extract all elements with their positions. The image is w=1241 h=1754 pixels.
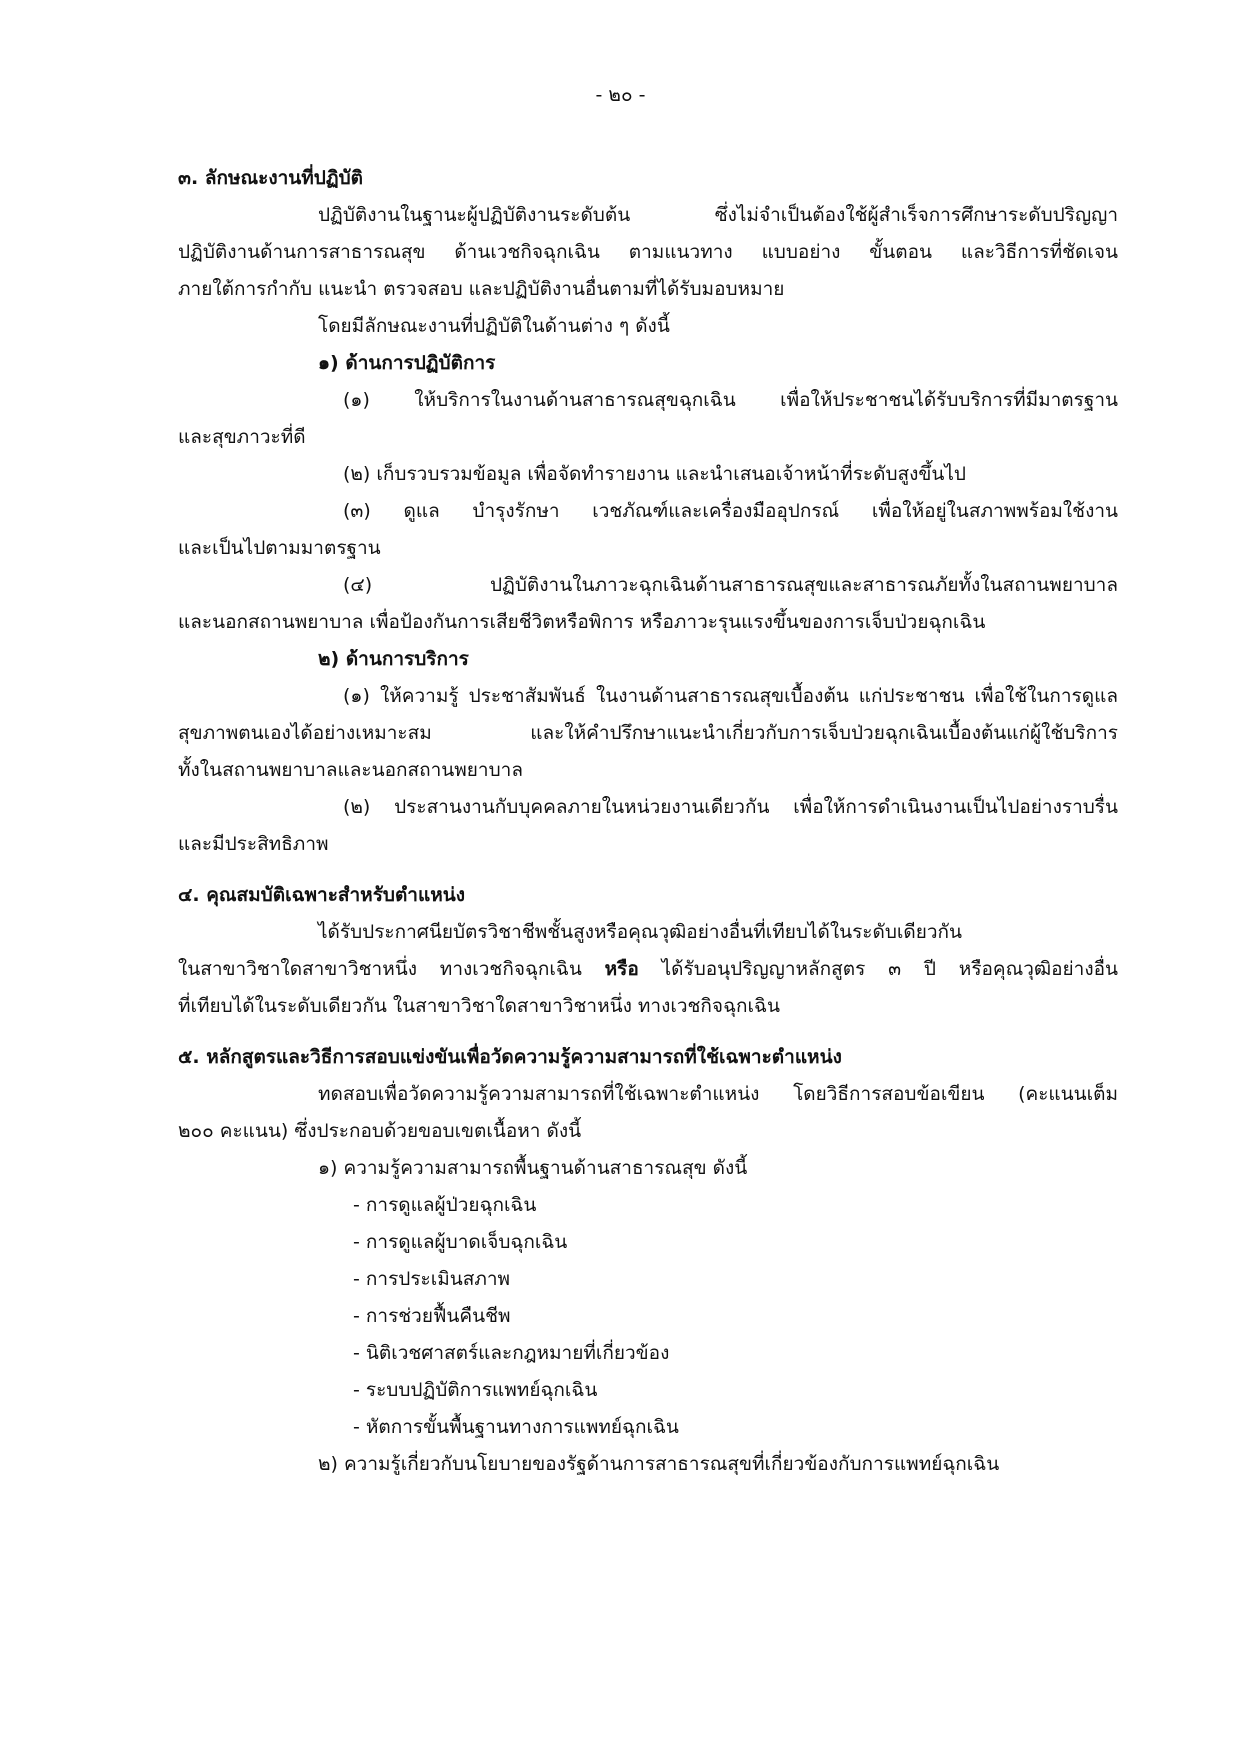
section-3-intro-line-2: ปฏิบัติงานด้านการสาธารณสุข ด้านเวชกิจฉุกเฉิน ตามแนวทาง แบบอย่าง ขั้นตอน และวิธีการที่ชัดเจน xyxy=(178,241,1118,263)
page-number: - ๒๐ - xyxy=(595,84,646,106)
list-item: - การดูแลผู้บาดเจ็บฉุกเฉิน xyxy=(353,1231,568,1253)
section-4-title: ๔. คุณสมบัติเฉพาะสำหรับตำแหน่ง xyxy=(178,884,466,906)
section-5-intro-1: ทดสอบเพื่อวัดความรู้ความสามารถที่ใช้เฉพาะตำแหน่ง โดยวิธีการสอบข้อเขียน (คะแนนเต็ม xyxy=(318,1083,1118,1105)
section-4-line-2 xyxy=(178,951,1118,988)
section-5-intro-2: ๒๐๐ คะแนน) ซึ่งประกอบด้วยขอบเขตเนื้อหา ดังนี้ xyxy=(178,1120,582,1142)
exam-item-2: ๒) ความรู้เกี่ยวกับนโยบายของรัฐด้านการสาธารณสุขที่เกี่ยวข้องกับการแพทย์ฉุกเฉิน xyxy=(318,1453,1000,1475)
list-item: - การประเมินสภาพ xyxy=(353,1268,511,1290)
services-heading: ๒) ด้านการบริการ xyxy=(318,648,469,670)
operations-item-2: (๒) เก็บรวบรวมข้อมูล เพื่อจัดทำรายงาน และนำเสนอเจ้าหน้าที่ระดับสูงขึ้นไป xyxy=(343,463,966,485)
operations-heading: ๑) ด้านการปฏิบัติการ xyxy=(318,352,496,374)
section-3-lead: โดยมีลักษณะงานที่ปฏิบัติในด้านต่าง ๆ ดังนี้ xyxy=(318,315,670,337)
operations-item-1: (๑) ให้บริการในงานด้านสาธารณสุขฉุกเฉิน เพื่อให้ประชาชนได้รับบริการที่มีมาตรฐาน xyxy=(343,389,1118,411)
services-item-1: (๑) ให้ความรู้ ประชาสัมพันธ์ ในงานด้านสาธารณสุขเบื้องต้น แก่ประชาชน เพื่อใช้ในการดูแล xyxy=(343,685,1118,707)
section-3-title: ๓. ลักษณะงานที่ปฏิบัติ xyxy=(178,167,363,189)
operations-item-3-cont: และเป็นไปตามมาตรฐาน xyxy=(178,537,381,559)
section-4-line-3: ที่เทียบได้ในระดับเดียวกัน ในสาขาวิชาใดสาขาวิชาหนึ่ง ทางเวชกิจฉุกเฉิน xyxy=(178,995,780,1017)
list-item: - ระบบปฏิบัติการแพทย์ฉุกเฉิน xyxy=(353,1379,598,1401)
services-item-2: (๒) ประสานงานกับบุคคลภายในหน่วยงานเดียวกัน เพื่อให้การดำเนินงานเป็นไปอย่างราบรื่น xyxy=(343,796,1118,818)
section-4-line-1: ได้รับประกาศนียบัตรวิชาชีพชั้นสูงหรือคุณวุฒิอย่างอื่นที่เทียบได้ในระดับเดียวกัน xyxy=(318,921,963,943)
section-3-intro-line-1: ปฏิบัติงานในฐานะผู้ปฏิบัติงานระดับต้น ซึ่งไม่จำเป็นต้องใช้ผู้สำเร็จการศึกษาระดับปริญญา xyxy=(318,204,1118,226)
operations-item-4-cont: และนอกสถานพยาบาล เพื่อป้องกันการเสียชีวิตหรือพิการ หรือภาวะรุนแรงขึ้นของการเจ็บป่วยฉุกเฉิน xyxy=(178,611,986,633)
section-4-or: หรือ xyxy=(604,958,639,980)
exam-item-1: ๑) ความรู้ความสามารถพื้นฐานด้านสาธารณสุข ดังนี้ xyxy=(318,1157,748,1179)
services-item-1-cont: สุขภาพตนเองได้อย่างเหมาะสม และให้คำปรึกษาแนะนำเกี่ยวกับการเจ็บป่วยฉุกเฉินเบื้องต้นแก่ผู้ใช้บริการ xyxy=(178,722,1118,744)
document-body xyxy=(178,160,1118,1483)
operations-item-1-cont: และสุขภาวะที่ดี xyxy=(178,426,306,448)
services-item-1-cont-2: ทั้งในสถานพยาบาลและนอกสถานพยาบาล xyxy=(178,759,523,781)
list-item: - นิติเวชศาสตร์และกฎหมายที่เกี่ยวข้อง xyxy=(353,1342,670,1364)
list-item: - การช่วยฟื้นคืนชีพ xyxy=(353,1305,511,1327)
section-3-intro-line-3: ภายใต้การกำกับ แนะนำ ตรวจสอบ และปฏิบัติงานอื่นตามที่ได้รับมอบหมาย xyxy=(178,278,785,300)
list-item: - หัตการขั้นพื้นฐานทางการแพทย์ฉุกเฉิน xyxy=(353,1416,679,1438)
operations-item-4: (๔) ปฏิบัติงานในภาวะฉุกเฉินด้านสาธารณสุขและสาธารณภัยทั้งในสถานพยาบาล xyxy=(343,574,1118,596)
services-item-2-cont: และมีประสิทธิภาพ xyxy=(178,833,329,855)
section-5-title: ๕. หลักสูตรและวิธีการสอบแข่งขันเพื่อวัดความรู้ความสามารถที่ใช้เฉพาะตำแหน่ง xyxy=(178,1046,842,1068)
section-4-line-2-post: ได้รับอนุปริญญาหลักสูตร ๓ ปี หรือคุณวุฒิอย่างอื่น xyxy=(638,958,1118,980)
section-4-line-2-pre: ในสาขาวิชาใดสาขาวิชาหนึ่ง ทางเวชกิจฉุกเฉิน xyxy=(178,958,605,980)
operations-item-3: (๓) ดูแล บำรุงรักษา เวชภัณฑ์และเครื่องมืออุปกรณ์ เพื่อให้อยู่ในสภาพพร้อมใช้งาน xyxy=(343,500,1118,522)
list-item: - การดูแลผู้ป่วยฉุกเฉิน xyxy=(353,1194,537,1216)
